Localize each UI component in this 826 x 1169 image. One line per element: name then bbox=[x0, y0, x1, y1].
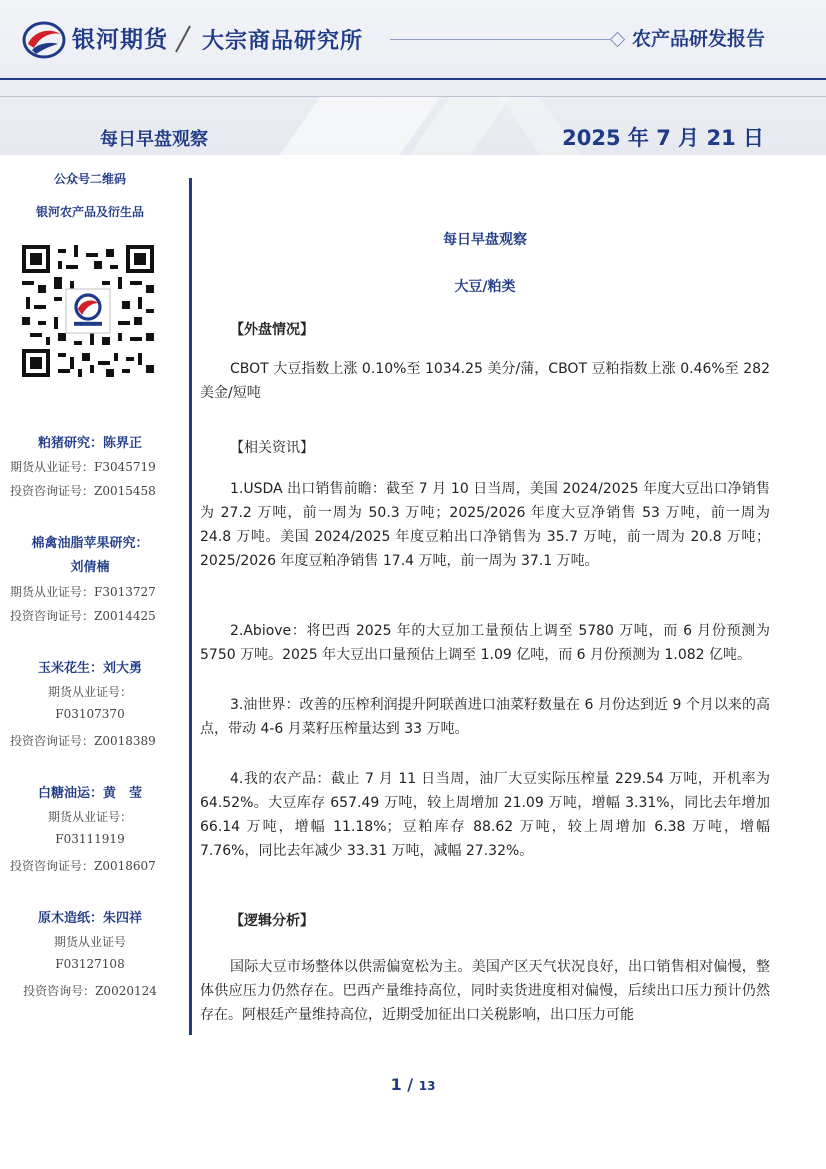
section-subheading: 大豆/粕类 bbox=[454, 279, 516, 295]
analyst-title: 棉禽油脂苹果研究： bbox=[31, 536, 149, 551]
analyst-license: 投资咨询证号：Z0018389 bbox=[10, 734, 156, 748]
analyst-license: 期货从业证号：F3013727 bbox=[10, 585, 156, 599]
analyst-license: 期货从业证号：F3045719 bbox=[10, 460, 156, 474]
qr-code-icon bbox=[22, 245, 154, 377]
paragraph-news-1: 1.USDA 出口销售前瞻：截至 7 月 10 日当周，美国 2024/2025 年度大豆出口净销售为 27.2 万吨，前一周为 50.3 万吨；2025/2026 年度大豆净销售 53 万吨，前一周为 24.8 万吨。美国 2024/2025 年度豆粕出口净销售为 35.7 万吨，前一周为 20.8 万吨；2025/2026 年度豆粕净销售 17.4 万吨，前一周为 37.1 万吨。 bbox=[200, 481, 770, 569]
analyst-license: F03127108 bbox=[55, 957, 125, 971]
analyst-license: 投资咨询证号：Z0014425 bbox=[10, 609, 156, 623]
subsection-overseas: 【外盘情况】 bbox=[230, 322, 314, 338]
analyst-license: 投资咨询证号：Z0018607 bbox=[10, 859, 156, 873]
analyst-title: 玉米花生：刘大勇 bbox=[37, 661, 142, 676]
analyst-license: 投资咨询证号：Z0015458 bbox=[10, 484, 156, 498]
paragraph-news-2: 2.Abiove：将巴西 2025 年的大豆加工量预估上调至 5780 万吨，而 6 月份预测为 5750 万吨。2025 年大豆出口量预估上调至 1.09 亿吨，而 6 月份预测为 1.082 亿吨。 bbox=[200, 623, 770, 663]
paragraph-overseas: CBOT 大豆指数上涨 0.10%至 1034.25 美分/蒲，CBOT 豆粕指数上涨 0.46%至 282 美金/短吨 bbox=[200, 361, 770, 401]
page-number bbox=[0, 1075, 826, 1094]
qr-account-name: 银河农产品及衍生品 bbox=[35, 205, 144, 219]
paragraph-news-4: 4.我的农产品：截止 7 月 11 日当周，油厂大豆实际压榨量 229.54 万吨，开机率为 64.52%。大豆库存 657.49 万吨，较上周增加 21.09 万吨，增幅 3.31%，同比去年增加 66.14 万吨，增幅 11.18%；豆粕库存 88.62 万吨，较上周增加 6.38 万吨，增幅 7.76%，同比去年减少 33.31 万吨，减幅 27.32%。 bbox=[200, 771, 770, 859]
header-rule bbox=[0, 78, 826, 80]
current-page: 1 bbox=[390, 1075, 402, 1094]
analyst-license: 投资咨询号：Z0020124 bbox=[23, 984, 157, 998]
document-title: 每日早盘观察 bbox=[100, 129, 208, 150]
analyst-title: 白糖油运：黄 莹 bbox=[37, 786, 142, 801]
analyst-name: 刘倩楠 bbox=[70, 560, 110, 575]
analyst-license: F03107370 bbox=[55, 707, 125, 721]
total-pages: 13 bbox=[418, 1079, 436, 1093]
subsection-logic: 【逻辑分析】 bbox=[230, 913, 314, 929]
subsection-news: 【相关资讯】 bbox=[230, 440, 314, 456]
header-divider-line bbox=[390, 39, 618, 40]
diamond-icon bbox=[610, 32, 626, 48]
section-heading: 每日早盘观察 bbox=[443, 232, 527, 248]
paragraph-logic: 国际大豆市场整体以供需偏宽松为主。美国产区天气状况良好，出口销售相对偏慢，整体供应压力仍然存在。巴西产量维持高位，同时卖货进度相对偏慢，后续出口压力预计仍然存在。阿根廷产量维持高位，近期受加征出口关税影响，出口压力可能 bbox=[200, 959, 770, 1023]
analyst-license: 期货从业证号： bbox=[47, 810, 132, 824]
analyst-title: 原木造纸：朱四祥 bbox=[37, 911, 142, 926]
header-thin-rule bbox=[0, 96, 826, 97]
report-type: 农产品研发报告 bbox=[632, 28, 766, 50]
institute-name: 大宗商品研究所 bbox=[202, 29, 364, 54]
page-separator: / bbox=[407, 1075, 414, 1094]
analyst-title: 粕猪研究：陈界正 bbox=[37, 436, 142, 451]
qr-caption: 公众号二维码 bbox=[53, 172, 126, 186]
galaxy-futures-logo-icon bbox=[22, 20, 66, 60]
analyst-license: 期货从业证号： bbox=[47, 685, 132, 699]
header-slash-divider bbox=[174, 24, 192, 54]
analyst-license: 期货从业证号 bbox=[53, 935, 126, 949]
sidebar-divider bbox=[189, 178, 192, 1035]
analyst-license: F03111919 bbox=[55, 832, 125, 846]
report-header bbox=[0, 0, 826, 155]
paragraph-news-3: 3.油世界：改善的压榨利润提升阿联酋进口油菜籽数量在 6 月份达到近 9 个月以来的高点，带动 4-6 月菜籽压榨量达到 33 万吨。 bbox=[200, 697, 770, 737]
brand-name: 银河期货 bbox=[72, 27, 168, 53]
document-date: 2025 年 7 月 21 日 bbox=[562, 126, 764, 150]
